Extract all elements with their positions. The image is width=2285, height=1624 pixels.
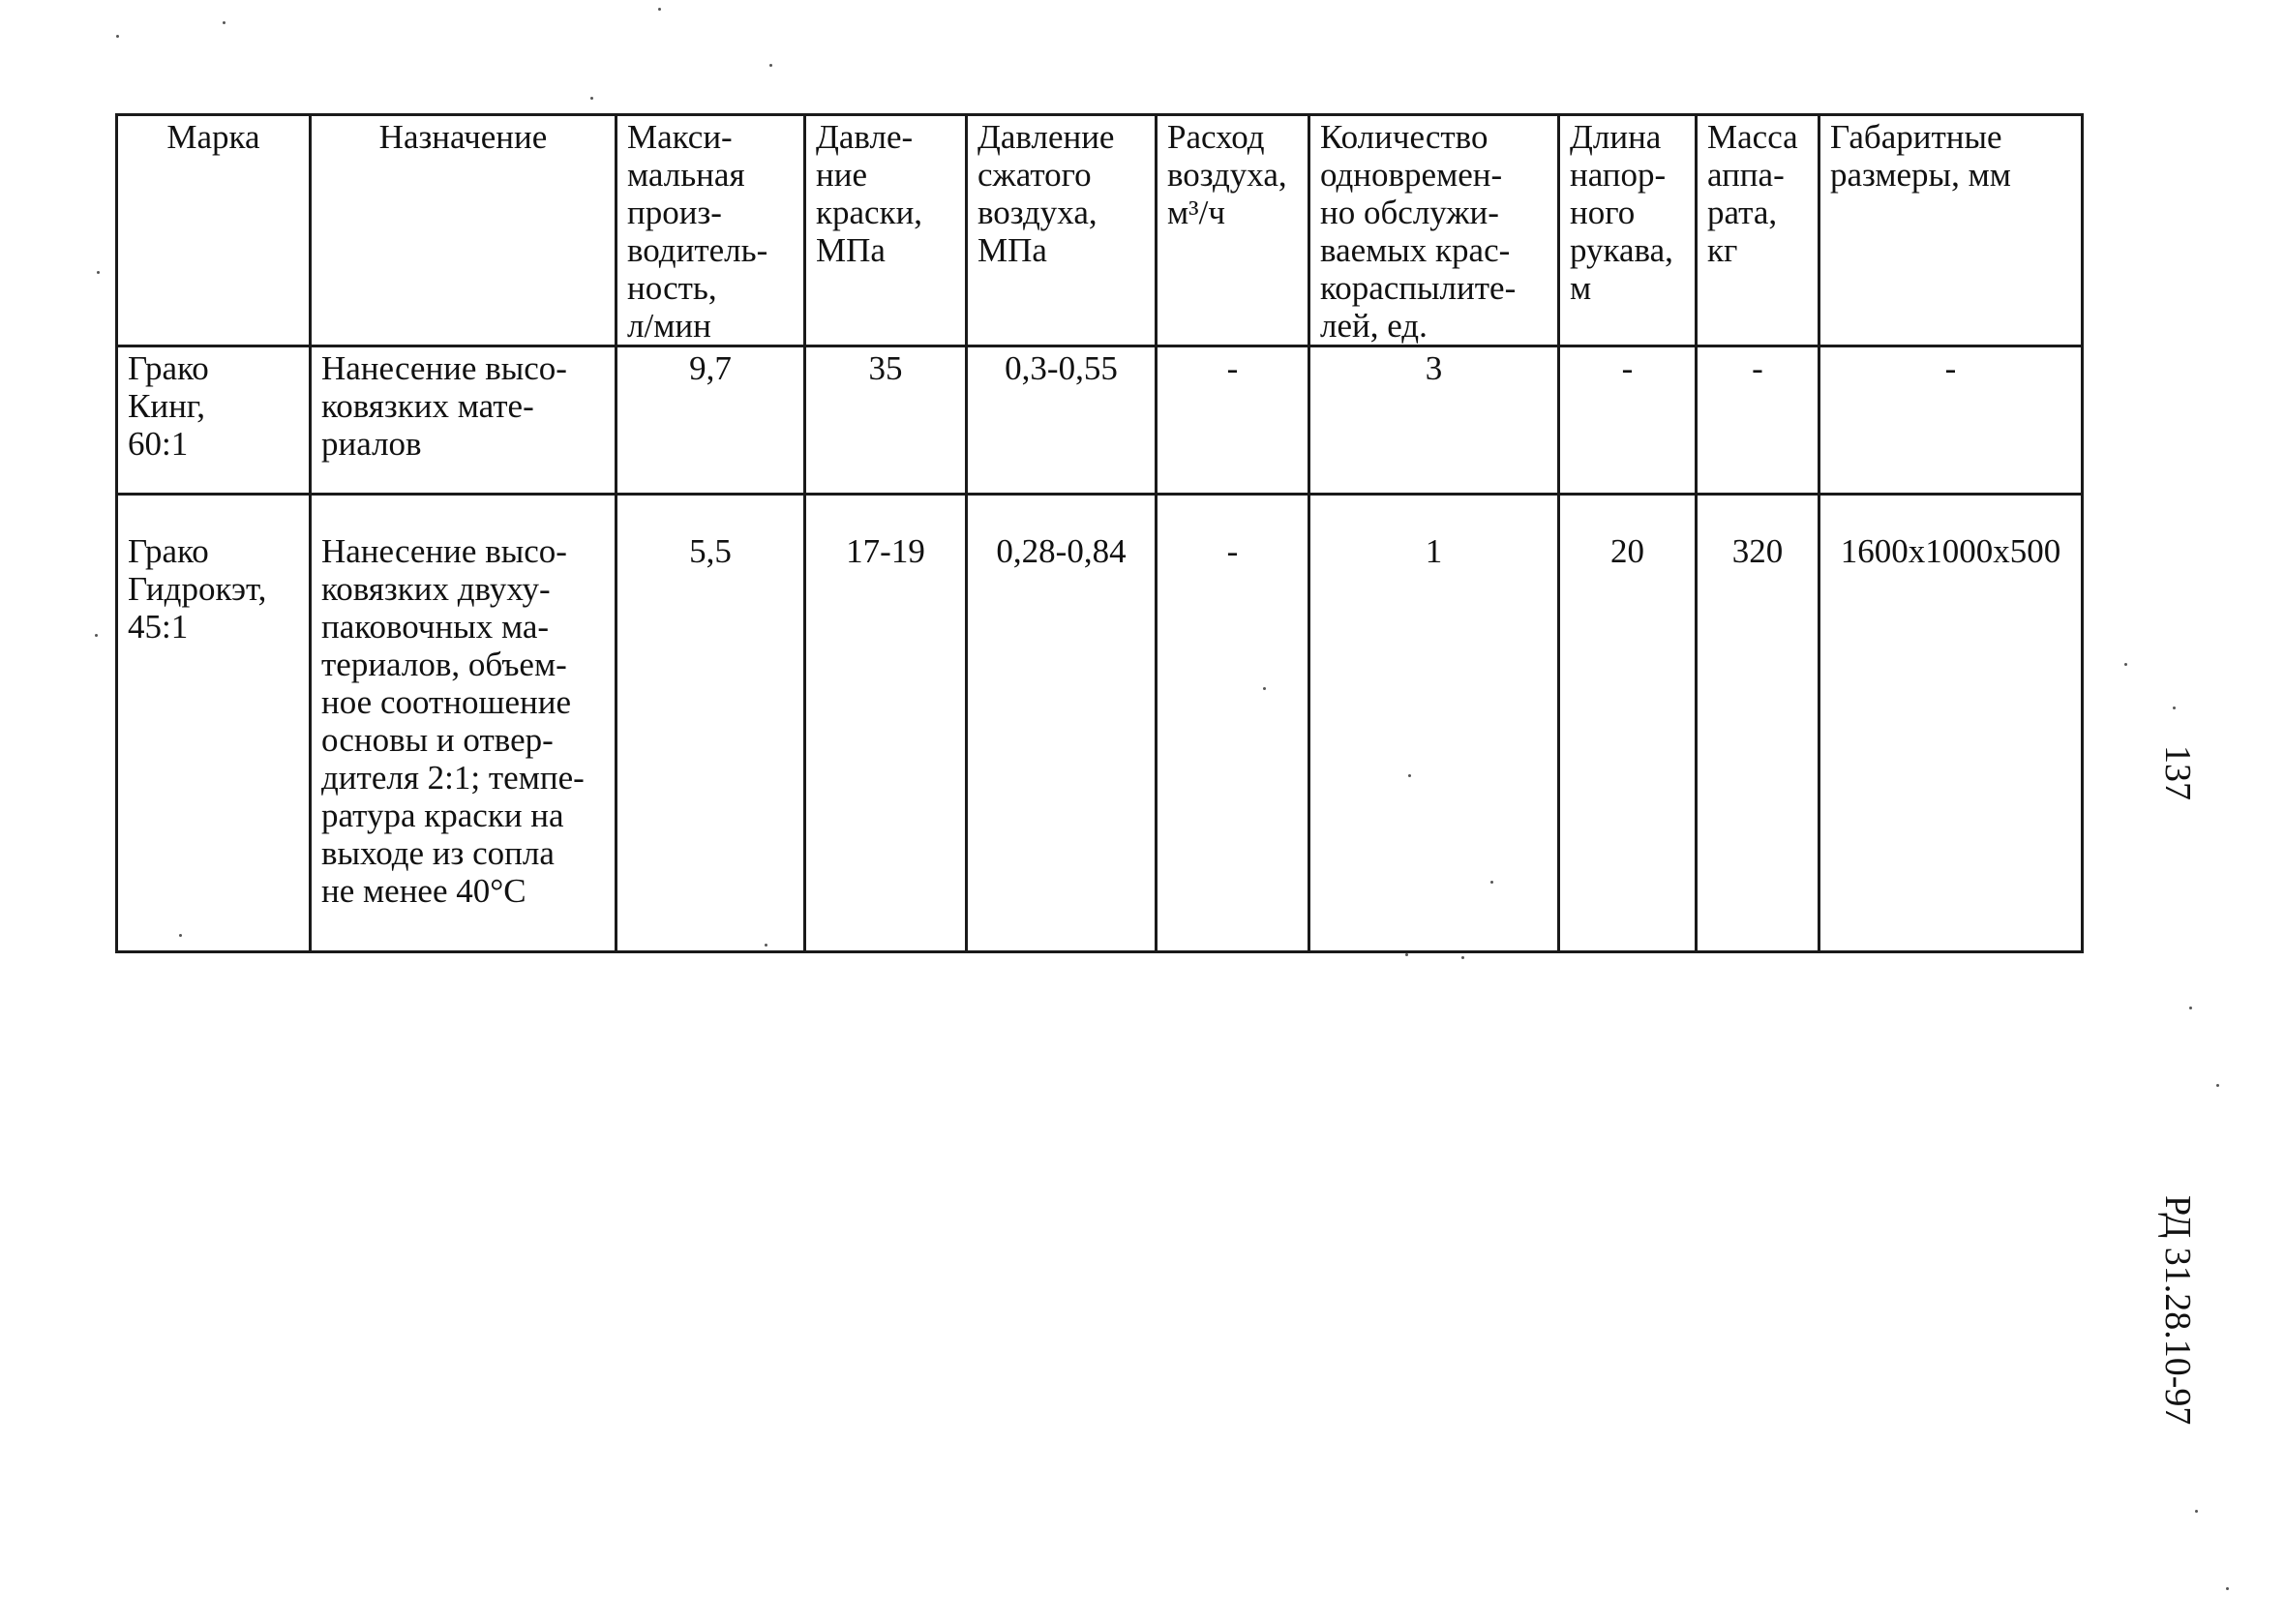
cell-mark: Грако Кинг, 60:1: [117, 346, 311, 495]
scan-speck: [1405, 953, 1408, 956]
header-air-pressure: Давление сжатого воздуха, МПа: [967, 115, 1157, 346]
document-code: РД 31.28.10-97: [2157, 1195, 2198, 1426]
scan-speck: [658, 8, 661, 11]
cell-air-pressure: 0,3-0,55: [967, 346, 1157, 495]
cell-air-pressure: 0,28-0,84: [967, 495, 1157, 952]
header-hose-length: Длина напор- ного рукава, м: [1559, 115, 1697, 346]
page-number: 137: [2157, 745, 2198, 800]
scan-speck: [1263, 687, 1266, 690]
cell-productivity: 9,7: [616, 346, 805, 495]
scan-speck: [223, 21, 225, 24]
header-mark: Марка: [117, 115, 311, 346]
equipment-spec-table: [115, 113, 2084, 953]
scan-speck: [1461, 956, 1464, 959]
scan-speck: [2173, 707, 2176, 709]
header-productivity: Макси- мальная произ- водитель- ность, л/мин: [616, 115, 805, 346]
scan-speck: [765, 944, 767, 947]
scan-speck: [2124, 663, 2127, 666]
scan-speck: [1490, 881, 1493, 884]
scan-speck: [116, 35, 119, 38]
scan-speck: [1408, 774, 1411, 777]
cell-mass: 320: [1697, 495, 1819, 952]
cell-air-consumption: -: [1157, 495, 1309, 952]
header-mass: Масса аппа- рата, кг: [1697, 115, 1819, 346]
header-purpose: Назначение: [311, 115, 616, 346]
cell-productivity: 5,5: [616, 495, 805, 952]
cell-purpose: Нанесение высо- ковязких мате- риалов: [311, 346, 616, 495]
cell-dimensions: 1600x1000x500: [1819, 495, 2083, 952]
scan-speck: [2216, 1084, 2219, 1087]
header-dimensions: Габаритные размеры, мм: [1819, 115, 2083, 346]
cell-dimensions: -: [1819, 346, 2083, 495]
cell-hose-length: 20: [1559, 495, 1697, 952]
table-row: [117, 495, 2083, 952]
scan-speck: [2195, 1510, 2198, 1513]
cell-air-consumption: -: [1157, 346, 1309, 495]
header-paint-pressure: Давле- ние краски, МПа: [805, 115, 967, 346]
cell-mass: -: [1697, 346, 1819, 495]
scan-speck: [97, 271, 100, 274]
scan-speck: [2189, 1007, 2192, 1009]
scan-speck: [2226, 1587, 2229, 1590]
scan-speck: [179, 934, 182, 937]
cell-mark: Грако Гидрокэт, 45:1: [117, 495, 311, 952]
cell-paint-pressure: 35: [805, 346, 967, 495]
scan-speck: [590, 97, 593, 100]
scan-speck: [95, 634, 98, 637]
header-air-consumption: Расход воздуха, м³/ч: [1157, 115, 1309, 346]
scan-speck: [769, 64, 772, 67]
table-row: [117, 346, 2083, 495]
cell-purpose: Нанесение высо- ковязких двуху- паковочных ма- териалов, объем- ное соотношение основы и отвер- дителя 2:1; темпе- ратура краски на выходе из сопла не менее 40°С: [311, 495, 616, 952]
cell-sprayers-count: 1: [1309, 495, 1559, 952]
cell-hose-length: -: [1559, 346, 1697, 495]
cell-paint-pressure: 17-19: [805, 495, 967, 952]
cell-sprayers-count: 3: [1309, 346, 1559, 495]
table-header-row: [117, 115, 2083, 346]
header-sprayers-count: Количество одновремен- но обслужи- ваемых крас- кораспылите- лей, ед.: [1309, 115, 1559, 346]
